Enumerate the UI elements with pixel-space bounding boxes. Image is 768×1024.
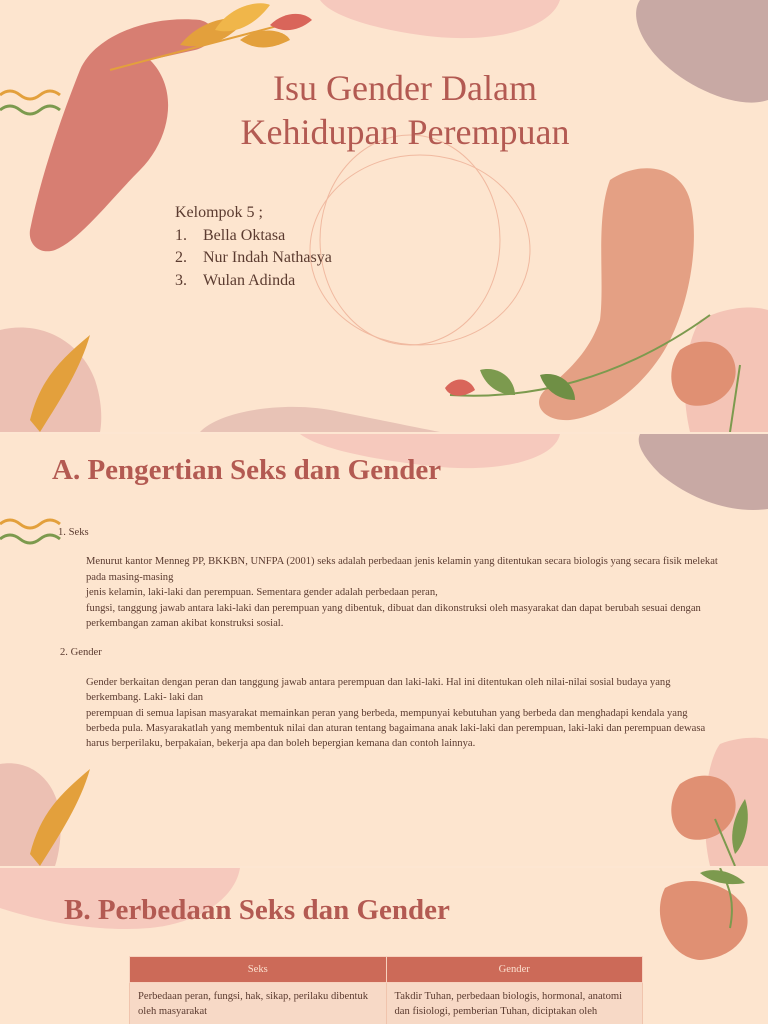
slide1-decoration <box>0 0 768 432</box>
table-header-row <box>130 957 643 983</box>
header-gender: Gender <box>386 957 643 983</box>
member-name: Nur Indah Nathasya <box>203 249 332 266</box>
slide-title <box>0 0 768 432</box>
text-line: Gender berkaitan dengan peran dan tanggung jawab antara perempuan dan laki-laki. Hal ini ditentukan oleh nilai-nilai sosial budaya yang berkembang. Laki- laki dan <box>86 676 671 704</box>
list-item <box>175 270 332 293</box>
blob-top-right <box>639 434 768 510</box>
member-list <box>175 225 332 293</box>
title-line-2: Kehidupan Perempuan <box>240 112 570 152</box>
slide-definition <box>0 434 768 866</box>
slide-difference <box>0 868 768 1024</box>
wave-orange <box>0 91 60 99</box>
table-row <box>130 983 643 1024</box>
section-heading-a: A. Pengertian Seks dan Gender <box>52 454 442 486</box>
list-item <box>175 247 332 270</box>
definition-body <box>58 525 718 766</box>
list-number: 3. <box>175 271 187 289</box>
text-line: perempuan di semua lapisan masyarakat memainkan peran yang berbeda, mempunyai kebutuhan yang berbeda dan menghadapi kendala yang berbeda pula. Masyarakatlah yang membentuk nilai dan aturan tentang bagaimana anak laki-laki dan perempuan, laki-laki dan perempuan dewasa harus berperilaku, berpakaian, bekerja apa dan boleh bepergian kemana dan contoh lainnya. <box>86 707 706 750</box>
blob-top-right <box>636 0 768 103</box>
text-line: fungsi, tanggung jawab antara laki-laki dan perempuan yang dibentuk, dibuat dan dikonstruksi oleh masyarakat dan dapat berubah sesuai dengan perkembangan zaman akibat konstruksi sosial. <box>86 602 701 630</box>
blob-top-pink <box>320 0 560 38</box>
item-label-gender: 2. Gender <box>60 647 102 659</box>
member-name: Bella Oktasa <box>203 226 286 244</box>
group-members <box>175 202 332 292</box>
group-label: Kelompok 5 ; <box>175 204 263 221</box>
paragraph-seks <box>86 554 718 631</box>
list-item <box>175 225 332 248</box>
blob-bottom-mid <box>200 407 440 432</box>
header-seks: Seks <box>130 957 387 983</box>
list-number: 1. <box>175 226 187 244</box>
wave-green <box>0 106 60 114</box>
cell-gender: Takdir Tuhan, perbedaan biologis, hormonal, anatomi dan fisiologi, pemberian Tuhan, diciptakan oleh <box>386 983 643 1024</box>
flower-right <box>660 881 748 960</box>
cell-seks: Perbedaan peran, fungsi, hak, sikap, perilaku dibentuk oleh masyarakat <box>130 983 387 1024</box>
section-heading-b: B. Perbedaan Seks dan Gender <box>64 894 450 926</box>
text-line: Menurut kantor Menneg PP, BKKBN, UNFPA (2001) seks adalah perbedaan jenis kelamin yang ditentukan secara biologis yang secara fisik melekat pada masing-masing <box>86 556 718 583</box>
member-name: Wulan Adinda <box>203 271 296 289</box>
item-label-seks: 1. Seks <box>58 527 89 538</box>
scribble-circle <box>310 155 530 345</box>
title-line-1: Isu Gender Dalam <box>273 68 537 108</box>
page-title <box>200 66 610 154</box>
comparison-table <box>129 956 643 1024</box>
list-number: 2. <box>175 249 187 266</box>
paragraph-gender <box>86 675 718 752</box>
text-line: jenis kelamin, laki-laki dan perempuan. Sementara gender adalah perbedaan peran, <box>86 587 438 599</box>
